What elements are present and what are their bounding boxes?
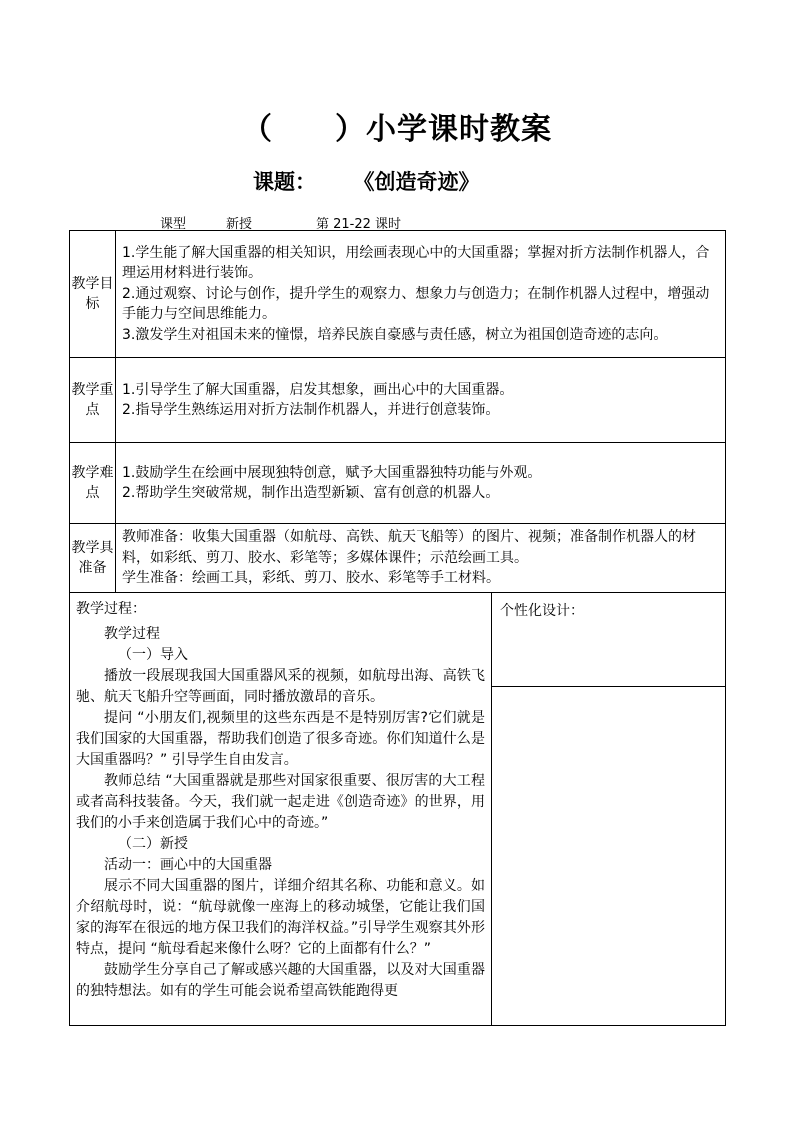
key-points-row: [70, 358, 726, 443]
difficulty-item: 1.鼓励学生在绘画中展现独特创意，赋予大国重器独特功能与外观。: [122, 464, 542, 481]
key-points-content: [116, 358, 726, 443]
lesson-period: 第 21-22 课时: [316, 217, 402, 232]
process-section-heading: （一）导入: [118, 646, 188, 663]
goals-label: 教学目标: [70, 231, 116, 358]
goal-item: 2.通过观察、讨论与创作，提升学生的观察力、想象力与创造力；在制作机器人过程中，增强动手能力与空间思维能力。: [122, 285, 710, 323]
lesson-type-label: 课型: [160, 217, 187, 232]
preparation-label: 教学具准备: [70, 524, 116, 593]
process-paragraph: 展示不同大国重器的图片，详细介绍其名称、功能和意义。如介绍航母时，说：“航母就像一座海上的移动城堡，它能让我们国家的海军在很远的地方保卫我们的海洋权益。”引导学生观察其外形特点，提问 “航母看起来像什么呀？它的上面都有什么？”: [76, 877, 485, 957]
process-paragraph: 活动一：画心中的大国重器: [104, 856, 272, 873]
process-paragraph: 鼓励学生分享自己了解或感兴趣的大国重器，以及对大国重器的独特想法。如有的学生可能会说希望高铁能跑得更: [76, 961, 485, 999]
lesson-name: 《创造奇迹》: [364, 170, 480, 194]
goals-content: [116, 231, 726, 358]
process-section-heading: （二）新授: [118, 835, 188, 852]
personal-design-label: 个性化设计：: [500, 603, 584, 619]
process-paragraph: 播放一段展现我国大国重器风采的视频，如航母出海、高铁飞驰、航天飞船升空等画面，同时播放激昂的音乐。: [76, 667, 485, 705]
difficulties-content: [116, 443, 726, 524]
difficulty-item: 2.帮助学生突破常规，制作出造型新颖、富有创意的机器人。: [122, 485, 500, 501]
key-points-label: 教学重点: [70, 358, 116, 443]
goal-item: 1.学生能了解大国重器的相关知识，用绘画表现心中的大国重器；掌握对折方法制作机器人，合理运用材料进行装饰。: [122, 244, 710, 282]
lesson-label: 课题：: [253, 170, 316, 194]
process-paragraph: 教师总结 “大国重器就是那些对国家很重要、很厉害的大工程或者高科技装备。今天，我们就一起走进《创造奇迹》的世界，用我们的小手来创造属于我们心中的奇迹。”: [76, 772, 485, 831]
personal-design-column: [492, 593, 726, 1026]
key-point-item: 1.引导学生了解大国重器，启发其想象，画出心中的大国重器。: [122, 381, 514, 398]
lesson-title-line: [253, 166, 480, 196]
process-paragraph: 提问 “小朋友们,视频里的这些东西是不是特别厉害?它们就是我们国家的大国重器，帮助我们创造了很多奇迹。你们知道什么是大国重器吗？” 引导学生自由发言。: [76, 709, 485, 768]
process-heading: 教学过程：: [76, 601, 146, 617]
process-paragraph: 教学过程: [104, 625, 160, 642]
personal-design-box: [492, 593, 725, 687]
difficulties-label: 教学难点: [70, 443, 116, 524]
preparation-item: 教师准备：收集大国重器（如航母、高铁、航天飞船等）的图片、视频；准备制作机器人的材料，如彩纸、剪刀、胶水、彩笔等；多媒体课件；示范绘画工具。: [122, 529, 696, 566]
process-row: [70, 593, 726, 1026]
process-content: [70, 593, 492, 1026]
key-point-item: 2.指导学生熟练运用对折方法制作机器人，并进行创意装饰。: [122, 402, 500, 418]
process-body: [76, 624, 485, 1002]
preparation-row: [70, 524, 726, 593]
preparation-item: 学生准备：绘画工具，彩纸、剪刀、胶水、彩笔等手工材料。: [122, 570, 500, 587]
goals-row: [70, 231, 726, 358]
difficulties-row: [70, 443, 726, 524]
goal-item: 3.激发学生对祖国未来的憧憬，培养民族自豪感与责任感，树立为祖国创造奇迹的志向。: [122, 326, 668, 343]
lesson-type-value: 新授: [226, 217, 253, 232]
lesson-plan-table: [69, 230, 726, 1026]
preparation-content: [116, 524, 726, 593]
document-title: （ ）小学课时教案: [242, 112, 552, 147]
